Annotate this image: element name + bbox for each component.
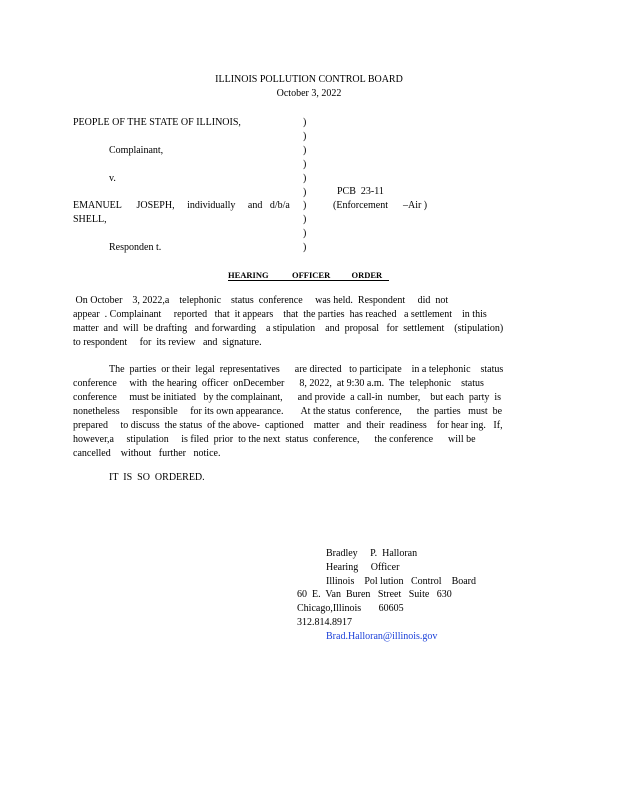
email-link[interactable]: Brad.Halloran@illinois.gov — [326, 631, 438, 642]
so-ordered: IT IS SO ORDERED. — [109, 472, 205, 483]
caption-paren: ) — [303, 187, 307, 198]
caption-paren: ) — [303, 200, 307, 211]
paragraph-line: On October 3, 2022,a telephonic status conference was held. Respondent did not — [73, 295, 449, 306]
agency-name: Illinois Pol lution Control Board — [326, 576, 477, 587]
caption-paren: ) — [303, 159, 307, 170]
board-name: ILLINOIS POLLUTION CONTROL BOARD — [215, 74, 403, 85]
caption-paren: ) — [303, 228, 307, 239]
respondent-name-line2: SHELL, — [73, 214, 107, 225]
caption-paren: ) — [303, 173, 307, 184]
street-address: 60 E. Van Buren Street Suite 630 — [297, 589, 452, 600]
document-title: HEARING OFFICER ORDER — [228, 270, 383, 280]
paragraph-line: conference must be initiated by the complainant, and provide a call-in number, but each party is — [73, 392, 502, 403]
order-date: October 3, 2022 — [276, 88, 342, 99]
phone-number: 312.814.8917 — [297, 617, 352, 628]
paragraph-line: appear . Complainant reported that it appears that the parties has reached a settlement in this — [73, 309, 487, 320]
paragraph-line: nonetheless responsible for its own appearance. At the status conference, the parties must be — [73, 406, 503, 417]
versus-label: v. — [109, 173, 116, 184]
case-type: (Enforcement –Air ) — [333, 200, 428, 211]
case-number: PCB 23-11 — [337, 186, 384, 197]
respondent-name-text: EMANUEL JOSEPH, individually and d/b/a — [73, 200, 290, 211]
officer-name: Bradley P. Halloran — [326, 548, 418, 559]
respondent-role: Responden t. — [109, 242, 162, 253]
paragraph-line: conference with the hearing officer onDecember 8, 2022, at 9:30 a.m. The telephonic status — [73, 378, 484, 389]
paragraph-line: cancelled without further notice. — [73, 448, 221, 459]
caption-paren: ) — [303, 117, 307, 128]
paragraph-line: prepared to discuss the status of the above- captioned matter and their readiness for hear ing. If, — [73, 420, 503, 431]
title-underline — [228, 280, 389, 281]
paragraph-line: matter and will be drafting and forwarding a stipulation and proposal for settlement (stipulation) — [73, 323, 504, 334]
paragraph-line: however,a stipulation is filed prior to the next status conference, the conference will be — [73, 434, 476, 445]
paragraph-line: to respondent for its review and signature. — [73, 337, 262, 348]
city-state-zip: Chicago,Illinois 60605 — [297, 603, 404, 614]
caption-paren: ) — [303, 214, 307, 225]
paragraph-line: The parties or their legal representatives are directed to participate in a telephonic status — [109, 364, 504, 375]
respondent-name-line1 — [73, 200, 288, 211]
caption-paren: ) — [303, 242, 307, 253]
caption-paren: ) — [303, 145, 307, 156]
officer-title: Hearing Officer — [326, 562, 400, 573]
caption-paren: ) — [303, 131, 307, 142]
complainant-name: PEOPLE OF THE STATE OF ILLINOIS, — [73, 117, 241, 128]
complainant-role: Complainant, — [109, 145, 164, 156]
